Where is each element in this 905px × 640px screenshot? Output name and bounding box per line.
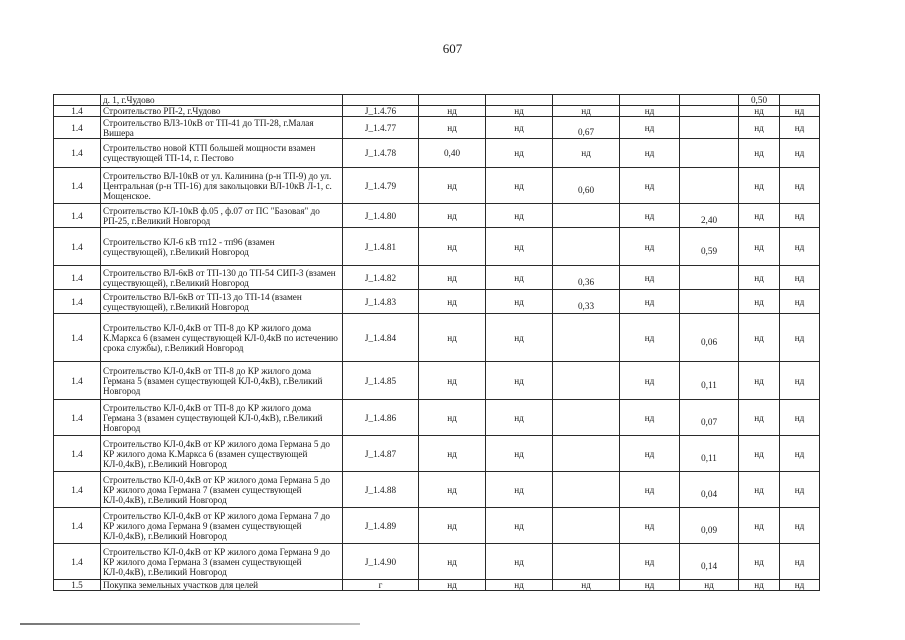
value-cell	[620, 290, 680, 314]
project-code-cell: J_1.4.88	[343, 472, 419, 508]
value-cell	[620, 472, 680, 508]
project-code-cell: J_1.4.80	[343, 204, 419, 228]
value-text: нд	[794, 272, 805, 283]
value-text: нд	[447, 412, 457, 423]
value-cell	[419, 472, 486, 508]
table-row	[54, 472, 820, 508]
value-cell	[739, 472, 780, 508]
value-cell	[780, 117, 820, 139]
value-cell	[620, 95, 680, 106]
project-name-cell: Строительство КЛ-0,4кВ от КР жилого дома Германа 5 до КР жилого дома Германа 7 (взамен существующей КЛ-0,4кВ), г.Великий Новгород	[101, 472, 343, 508]
value-cell	[620, 228, 680, 266]
value-cell	[419, 436, 486, 472]
value-cell	[780, 95, 820, 106]
value-cell	[680, 117, 739, 139]
section-number-cell: 1.4	[54, 400, 101, 436]
value-cell	[419, 95, 486, 106]
table-row	[54, 544, 820, 580]
table-row	[54, 314, 820, 362]
value-cell	[680, 362, 739, 400]
value-text: 0,60	[577, 184, 595, 195]
table-row	[54, 266, 820, 290]
project-code-cell: J_1.4.87	[343, 436, 419, 472]
section-number-cell: 1.4	[54, 362, 101, 400]
project-code-cell: J_1.4.85	[343, 362, 419, 400]
value-text: нд	[514, 375, 524, 386]
value-text: 0,40	[443, 148, 461, 158]
value-text: нд	[447, 448, 457, 459]
value-cell	[739, 139, 780, 168]
value-cell	[419, 168, 486, 204]
value-cell	[486, 106, 553, 117]
project-code-cell: J_1.4.81	[343, 228, 419, 266]
value-cell	[680, 436, 739, 472]
value-cell	[739, 508, 780, 544]
value-text: нд	[644, 484, 655, 495]
table-row	[54, 508, 820, 544]
section-number-cell: 1.5	[54, 580, 101, 591]
value-cell	[553, 544, 620, 580]
project-name-cell: Строительство КЛ-10кВ ф.05 , ф.07 от ПС "Базовая" до РП-25, г.Великий Новгород	[101, 204, 343, 228]
value-cell	[620, 266, 680, 290]
value-text: нд	[644, 180, 655, 191]
value-cell	[680, 95, 739, 106]
value-cell	[739, 400, 780, 436]
value-text: нд	[794, 332, 805, 343]
value-text: нд	[514, 296, 524, 307]
value-text: нд	[754, 210, 764, 221]
value-cell	[553, 204, 620, 228]
value-cell	[780, 228, 820, 266]
value-cell	[780, 362, 820, 400]
value-text: нд	[754, 272, 764, 283]
value-text: нд	[754, 580, 764, 590]
value-text: нд	[514, 580, 524, 590]
value-cell	[419, 400, 486, 436]
table-row	[54, 117, 820, 139]
value-text: нд	[644, 375, 655, 386]
project-code-cell: J_1.4.84	[343, 314, 419, 362]
table-row	[54, 139, 820, 168]
value-cell	[419, 266, 486, 290]
value-cell	[780, 508, 820, 544]
value-cell	[486, 400, 553, 436]
value-text: нд	[644, 210, 655, 221]
value-text: нд	[794, 296, 805, 307]
value-text: нд	[514, 520, 524, 531]
value-cell	[553, 168, 620, 204]
value-text: 0,04	[700, 488, 718, 499]
value-cell	[419, 139, 486, 168]
table-row	[54, 290, 820, 314]
value-text: нд	[794, 180, 805, 191]
table-row	[54, 95, 820, 106]
value-text: 0,06	[700, 336, 718, 347]
value-text: нд	[644, 241, 655, 252]
value-cell	[620, 508, 680, 544]
project-name-cell: Строительство КЛ-6 кВ тп12 - тп96 (взамен существующей), г.Великий Новгород	[101, 228, 343, 266]
value-cell	[553, 580, 620, 591]
value-text: нд	[514, 210, 524, 221]
value-cell	[419, 580, 486, 591]
value-text: нд	[644, 520, 655, 531]
value-cell	[680, 400, 739, 436]
value-cell	[419, 314, 486, 362]
project-name-cell: Строительство ВЛ-6кВ от ТП-13 до ТП-14 (взамен существующей), г.Великий Новгород	[101, 290, 343, 314]
value-text: нд	[447, 484, 457, 495]
value-cell	[419, 106, 486, 117]
value-text: нд	[514, 556, 524, 567]
value-text: нд	[447, 106, 457, 116]
table-row	[54, 400, 820, 436]
value-cell	[739, 580, 780, 591]
section-number-cell: 1.4	[54, 168, 101, 204]
value-cell	[739, 290, 780, 314]
value-cell	[780, 204, 820, 228]
value-cell	[419, 228, 486, 266]
value-cell	[553, 400, 620, 436]
value-cell	[486, 117, 553, 139]
value-text: нд	[447, 580, 457, 590]
value-text: нд	[447, 210, 457, 221]
value-cell	[680, 290, 739, 314]
value-text: нд	[794, 210, 805, 221]
value-cell	[620, 117, 680, 139]
value-cell	[620, 139, 680, 168]
value-cell	[553, 314, 620, 362]
project-code-cell	[343, 95, 419, 106]
value-cell	[486, 168, 553, 204]
investment-table	[53, 94, 820, 591]
value-cell	[780, 168, 820, 204]
value-text: нд	[581, 580, 591, 590]
section-number-cell: 1.4	[54, 139, 101, 168]
value-cell	[780, 106, 820, 117]
project-code-cell: J_1.4.83	[343, 290, 419, 314]
value-text: нд	[644, 272, 655, 283]
value-cell	[680, 508, 739, 544]
value-cell	[553, 472, 620, 508]
value-text: нд	[794, 375, 805, 386]
value-text: нд	[794, 241, 805, 252]
value-cell	[553, 228, 620, 266]
value-cell	[780, 400, 820, 436]
value-text: нд	[644, 448, 655, 459]
value-text: нд	[447, 122, 457, 133]
value-cell	[739, 168, 780, 204]
value-cell	[553, 117, 620, 139]
value-text: нд	[581, 148, 591, 158]
project-name-cell: Строительство КЛ-0,4кВ от КР жилого дома Германа 9 до КР жилого дома Германа 3 (взамен существующей КЛ-0,4кВ), г.Великий Новгород	[101, 544, 343, 580]
value-text: нд	[754, 332, 764, 343]
value-cell	[486, 139, 553, 168]
project-name-cell: д. 1, г.Чудово	[101, 95, 343, 106]
table-row	[54, 204, 820, 228]
value-text: 0,14	[700, 560, 718, 571]
value-cell	[620, 106, 680, 117]
value-text: нд	[514, 412, 524, 423]
table-row	[54, 106, 820, 117]
value-text: 0,33	[577, 300, 595, 311]
section-number-cell: 1.4	[54, 228, 101, 266]
value-text: нд	[644, 412, 655, 423]
value-cell	[419, 362, 486, 400]
project-name-cell: Строительство КЛ-0,4кВ от ТП-8 до КР жилого дома К.Маркса 6 (взамен существующей КЛ-0,4кВ по истечению срока службы), г.Великий Новгород	[101, 314, 343, 362]
value-text: нд	[644, 296, 655, 307]
table-row	[54, 168, 820, 204]
value-cell	[680, 106, 739, 117]
value-cell	[739, 204, 780, 228]
value-cell	[419, 290, 486, 314]
project-name-cell: Строительство КЛ-0,4кВ от ТП-8 до КР жилого дома Германа 3 (взамен существующей КЛ-0,4кВ), г.Великий Новгород	[101, 400, 343, 436]
value-text: нд	[447, 520, 457, 531]
value-text: 0,59	[700, 245, 718, 256]
value-cell	[486, 314, 553, 362]
value-text: нд	[754, 180, 764, 191]
section-number-cell: 1.4	[54, 436, 101, 472]
value-cell	[486, 95, 553, 106]
value-cell	[620, 168, 680, 204]
value-text: нд	[644, 332, 655, 343]
value-cell	[486, 472, 553, 508]
value-text: нд	[754, 122, 764, 133]
project-code-cell: J_1.4.78	[343, 139, 419, 168]
value-text: нд	[514, 148, 524, 158]
value-cell	[620, 204, 680, 228]
value-text: нд	[754, 106, 764, 116]
value-text: нд	[794, 580, 805, 590]
value-cell	[780, 472, 820, 508]
value-cell	[553, 106, 620, 117]
value-text: нд	[754, 556, 764, 567]
project-code-cell: J_1.4.86	[343, 400, 419, 436]
project-code-cell: J_1.4.90	[343, 544, 419, 580]
value-text: 0,11	[701, 379, 717, 390]
value-cell	[780, 290, 820, 314]
project-code-cell: J_1.4.77	[343, 117, 419, 139]
value-text: нд	[514, 180, 524, 191]
bottom-rule	[20, 623, 360, 625]
value-cell	[739, 106, 780, 117]
value-text: 0,67	[577, 126, 595, 137]
value-cell	[739, 544, 780, 580]
value-text: нд	[644, 122, 655, 133]
project-name-cell: Строительство КЛ-0,4кВ от КР жилого дома Германа 7 до КР жилого дома Германа 9 (взамен существующей КЛ-0,4кВ), г.Великий Новгород	[101, 508, 343, 544]
value-cell	[780, 314, 820, 362]
value-text: 0,36	[577, 276, 595, 287]
value-text: нд	[794, 448, 805, 459]
value-text: нд	[514, 106, 524, 116]
value-text: нд	[794, 556, 805, 567]
value-text: нд	[514, 448, 524, 459]
value-cell	[780, 266, 820, 290]
value-cell	[486, 544, 553, 580]
value-cell	[620, 544, 680, 580]
project-name-cell: Строительство ВЛ-10кВ от ул. Калинина (р-н ТП-9) до ул. Центральная (р-н ТП-16) для закольцовки ВЛ-10кВ Л-1, с. Мощенское.	[101, 168, 343, 204]
section-number-cell: 1.4	[54, 314, 101, 362]
value-text: нд	[754, 375, 764, 386]
value-text: нд	[794, 484, 805, 495]
value-cell	[620, 314, 680, 362]
section-number-cell: 1.4	[54, 290, 101, 314]
project-name-cell: Строительство новой КТП большей мощности взамен существующей ТП-14, г. Пестово	[101, 139, 343, 168]
value-cell	[419, 544, 486, 580]
value-text: нд	[644, 556, 655, 567]
value-cell	[739, 436, 780, 472]
value-text: нд	[754, 241, 764, 252]
value-text: нд	[754, 448, 764, 459]
value-text: нд	[754, 484, 764, 495]
value-cell	[680, 168, 739, 204]
value-text: нд	[794, 122, 805, 133]
value-text: нд	[447, 180, 457, 191]
value-text: 2,40	[700, 214, 718, 225]
project-name-cell: Покупка земельных участков для целей	[101, 580, 343, 591]
value-cell	[553, 266, 620, 290]
value-text: нд	[754, 148, 764, 158]
value-text: нд	[644, 580, 655, 590]
value-cell	[680, 580, 739, 591]
table-row	[54, 580, 820, 591]
value-cell	[620, 362, 680, 400]
value-text: нд	[794, 148, 805, 158]
value-text: нд	[514, 484, 524, 495]
value-text: 0,11	[701, 452, 717, 463]
value-text: нд	[754, 296, 764, 307]
value-text: нд	[581, 106, 591, 116]
table-row	[54, 436, 820, 472]
project-code-cell: г	[343, 580, 419, 591]
value-text: нд	[447, 332, 457, 343]
value-cell	[680, 228, 739, 266]
value-cell	[739, 117, 780, 139]
project-name-cell: Строительство ВЛЗ-10кВ от ТП-41 до ТП-28, г.Малая Вишера	[101, 117, 343, 139]
section-number-cell: 1.4	[54, 472, 101, 508]
value-cell	[680, 204, 739, 228]
project-code-cell: J_1.4.76	[343, 106, 419, 117]
value-cell	[553, 290, 620, 314]
value-cell	[780, 544, 820, 580]
value-cell	[680, 544, 739, 580]
value-cell	[739, 95, 780, 106]
value-text: нд	[644, 148, 655, 158]
value-text: нд	[704, 580, 714, 590]
value-cell	[620, 580, 680, 591]
value-cell	[680, 266, 739, 290]
value-cell	[739, 228, 780, 266]
value-cell	[486, 290, 553, 314]
value-cell	[486, 508, 553, 544]
section-number-cell: 1.4	[54, 508, 101, 544]
value-cell	[739, 314, 780, 362]
value-text: нд	[447, 375, 457, 386]
value-text: нд	[644, 106, 655, 116]
project-name-cell: Строительство КЛ-0,4кВ от КР жилого дома Германа 5 до КР жилого дома К.Маркса 6 (взамен существующей КЛ-0,4кВ), г.Великий Новгород	[101, 436, 343, 472]
table-row	[54, 362, 820, 400]
table-body	[54, 95, 820, 591]
value-cell	[486, 204, 553, 228]
value-text: нд	[754, 520, 764, 531]
value-text: нд	[447, 556, 457, 567]
value-cell	[419, 204, 486, 228]
value-cell	[486, 228, 553, 266]
value-cell	[486, 436, 553, 472]
value-cell	[419, 508, 486, 544]
page-number: 607	[442, 41, 463, 56]
value-cell	[780, 580, 820, 591]
value-text: нд	[514, 272, 524, 283]
value-cell	[739, 362, 780, 400]
value-text: нд	[514, 122, 524, 133]
value-cell	[486, 580, 553, 591]
value-cell	[780, 139, 820, 168]
section-number-cell: 1.4	[54, 106, 101, 117]
project-name-cell: Строительство РП-2, г.Чудово	[101, 106, 343, 117]
value-text: нд	[447, 296, 457, 307]
section-number-cell: 1.4	[54, 544, 101, 580]
value-text: нд	[514, 332, 524, 343]
value-cell	[553, 508, 620, 544]
value-text: нд	[447, 241, 457, 252]
section-number-cell: 1.4	[54, 266, 101, 290]
value-cell	[680, 472, 739, 508]
section-number-cell	[54, 95, 101, 106]
value-cell	[620, 436, 680, 472]
project-name-cell: Строительство КЛ-0,4кВ от ТП-8 до КР жилого дома Германа 5 (взамен существующей КЛ-0,4кВ), г.Великий Новгород	[101, 362, 343, 400]
value-text: 0,09	[700, 524, 718, 535]
value-cell	[486, 362, 553, 400]
value-cell	[553, 95, 620, 106]
value-text: нд	[794, 106, 805, 116]
table-row	[54, 228, 820, 266]
value-cell	[620, 400, 680, 436]
project-code-cell: J_1.4.82	[343, 266, 419, 290]
value-text: нд	[514, 241, 524, 252]
value-text: нд	[447, 272, 457, 283]
value-cell	[553, 362, 620, 400]
value-cell	[419, 117, 486, 139]
value-cell	[739, 266, 780, 290]
section-number-cell: 1.4	[54, 117, 101, 139]
value-text: 0,07	[700, 416, 718, 427]
value-cell	[553, 139, 620, 168]
value-cell	[486, 266, 553, 290]
value-text: нд	[754, 412, 764, 423]
value-cell	[553, 436, 620, 472]
value-cell	[780, 436, 820, 472]
value-cell	[680, 314, 739, 362]
value-text: нд	[794, 520, 805, 531]
project-code-cell: J_1.4.79	[343, 168, 419, 204]
value-text: нд	[794, 412, 805, 423]
value-text: 0,50	[750, 95, 768, 105]
project-name-cell: Строительство ВЛ-6кВ от ТП-130 до ТП-54 СИП-3 (взамен существующей), г.Великий Новгород	[101, 266, 343, 290]
value-cell	[680, 139, 739, 168]
section-number-cell: 1.4	[54, 204, 101, 228]
project-code-cell: J_1.4.89	[343, 508, 419, 544]
